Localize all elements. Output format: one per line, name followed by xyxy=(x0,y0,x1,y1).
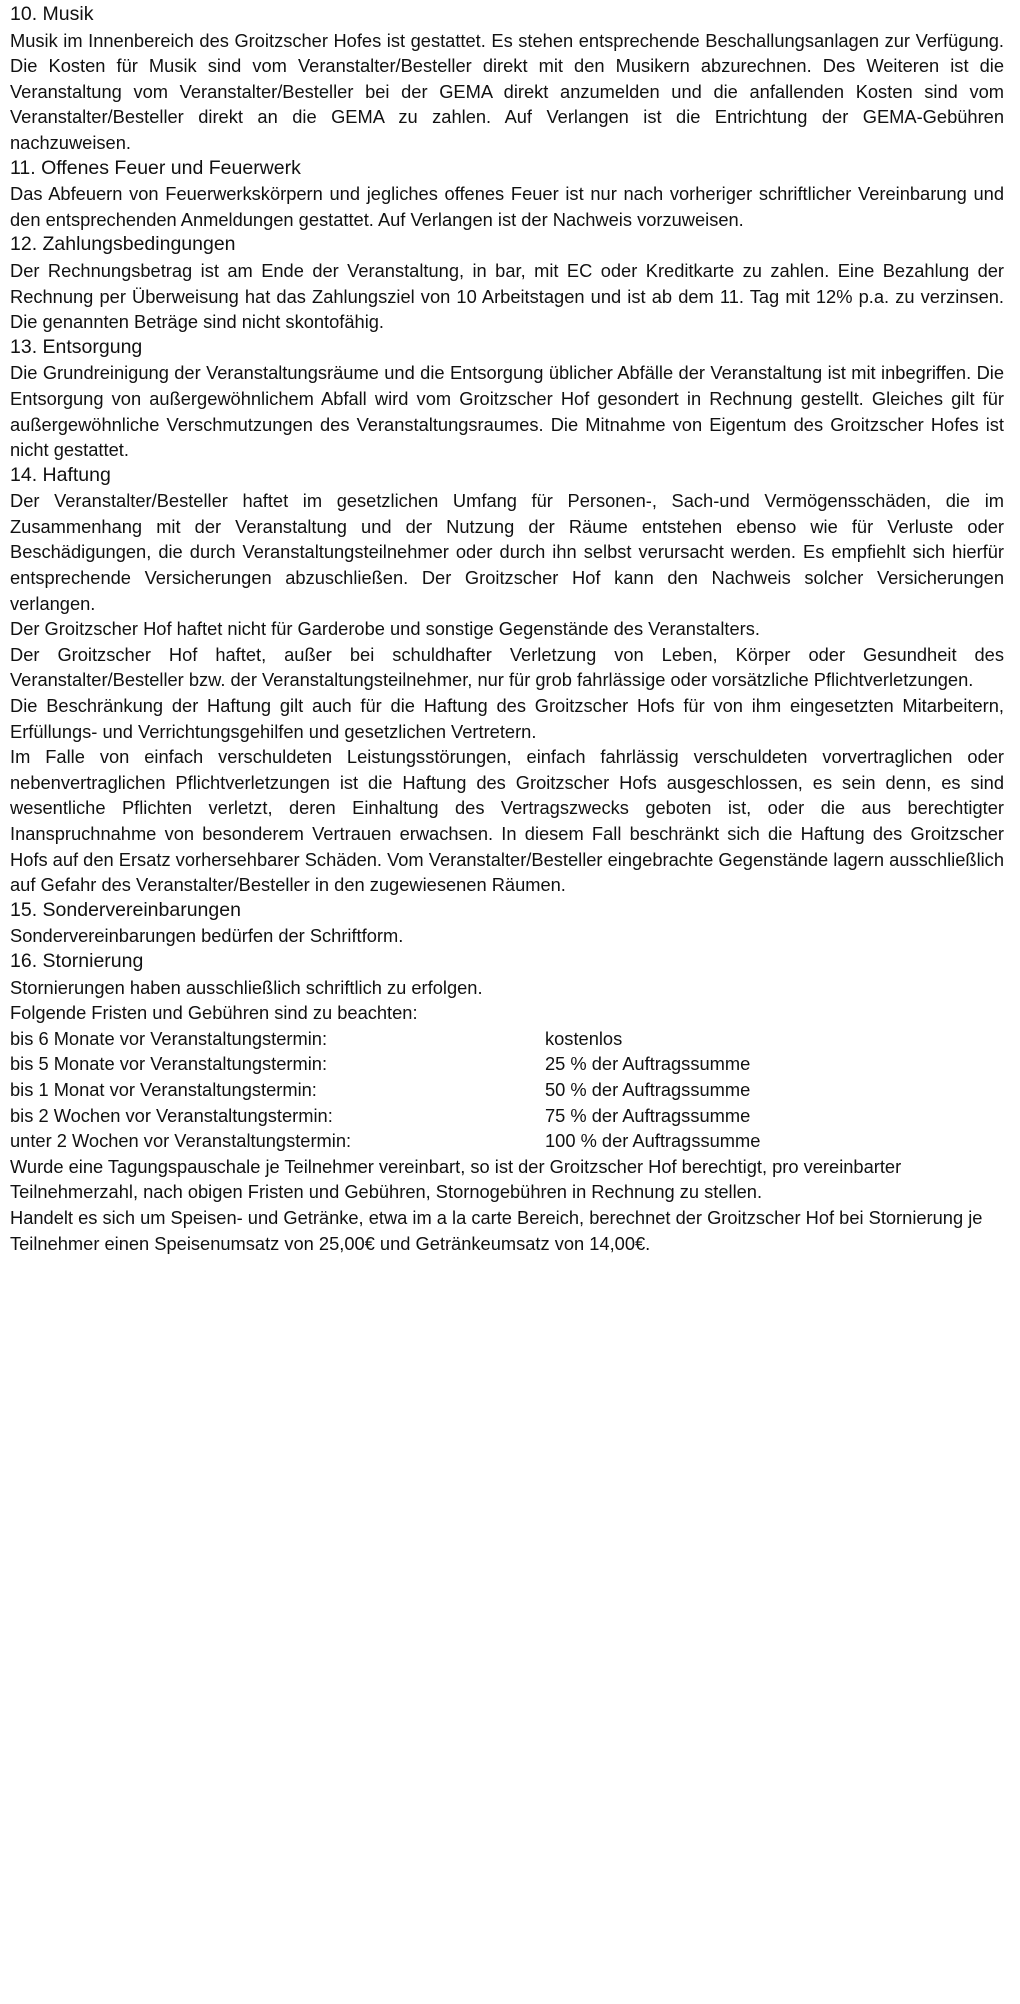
cancellation-fee-table xyxy=(10,1026,1004,1154)
fee-period: unter 2 Wochen vor Veranstaltungstermin: xyxy=(10,1130,352,1152)
fee-row xyxy=(10,1103,1004,1129)
fee-period: bis 2 Wochen vor Veranstaltungstermin: xyxy=(10,1104,333,1126)
fee-amount: 50 % der Auftragssumme xyxy=(545,1078,751,1100)
section-text-zahlung: Der Rechnungsbetrag ist am Ende der Veranstaltung, in bar, mit EC oder Kreditkarte zu zahlen. Eine Bezahlung der Rechnung per Überweisung hat das Zahlungsziel von 10 Arbeitstagen und ist ab dem 11. Tag mit 12% p.a. zu verzinsen. Die genannten Beträge sind nicht skontofähig. xyxy=(10,259,1004,333)
fee-amount: 25 % der Auftragssumme xyxy=(545,1053,751,1075)
section-text-haftung-2: Der Groitzscher Hof haftet nicht für Garderobe und sonstige Gegenstände des Veranstalters. xyxy=(10,618,760,640)
section-text-musik: Musik im Innenbereich des Groitzscher Hofes ist gestattet. Es stehen entsprechende Beschallungsanlagen zur Verfügung. Die Kosten für Musik sind vom Veranstalter/Besteller direkt mit den Musikern abzurechnen. Des Weiteren ist die Veranstaltung vom Veranstalter/Besteller bei der GEMA direkt anzumelden und die anfallenden Kosten sind vom Veranstalter/Besteller direkt an die GEMA zu zahlen. Auf Verlangen ist die Entrichtung der GEMA-Gebühren nachzuweisen. xyxy=(10,29,1004,153)
section-heading-haftung: 14. Haftung xyxy=(10,463,111,486)
section-text-stornierung-3: Wurde eine Tagungspauschale je Teilnehmer vereinbart, so ist der Groitzscher Hof berechtigt, pro vereinbarter Teilnehmerzahl, nach obigen Fristen und Gebühren, Stornogebühren in Rechnung zu stellen. xyxy=(10,1155,902,1203)
section-text-haftung-3: Der Groitzscher Hof haftet, außer bei schuldhafter Verletzung von Leben, Körper oder Gesundheit des Veranstalter/Besteller bzw. der Veranstaltungsteilnehmer, nur für grob fahrlässige oder vorsätzliche Pflichtverletzungen. xyxy=(10,643,1004,691)
section-text-feuer: Das Abfeuern von Feuerwerkskörpern und jegliches offenes Feuer ist nur nach vorheriger schriftlicher Vereinbarung und den entsprechenden Anmeldungen gestattet. Auf Verlangen ist der Nachweis vorzuweisen. xyxy=(10,183,1004,230)
fee-amount: 100 % der Auftragssumme xyxy=(545,1130,761,1152)
section-heading-zahlung: 12. Zahlungsbedingungen xyxy=(10,233,236,256)
section-heading-stornierung: 16. Stornierung xyxy=(10,949,144,972)
fee-period: bis 6 Monate vor Veranstaltungstermin: xyxy=(10,1027,328,1049)
section-heading-entsorgung: 13. Entsorgung xyxy=(10,335,143,358)
fee-amount: 75 % der Auftragssumme xyxy=(545,1104,751,1126)
section-text-haftung-4: Die Beschränkung der Haftung gilt auch für die Haftung des Groitzscher Hofs für von ihm eingesetzten Mitarbeitern, Erfüllungs- und Verrichtungsgehilfen und gesetzlichen Vertretern. xyxy=(10,695,1004,742)
section-text-haftung-1: Der Veranstalter/Besteller haftet im gesetzlichen Umfang für Personen-, Sach-und Vermögensschäden, die im Zusammenhang mit der Veranstaltung und der Nutzung der Räume entstehen ebenso wie für Verluste oder Beschädigungen, die durch Veranstaltungsteilnehmer oder durch ihn selbst verursacht werden. Es empfiehlt sich hierfür entsprechende Versicherungen abzuschließen. Der Groitzscher Hof kann den Nachweis solcher Versicherungen verlangen. xyxy=(10,490,1004,614)
section-text-sondervereinbarungen: Sondervereinbarungen bedürfen der Schriftform. xyxy=(10,925,404,947)
section-heading-sondervereinbarungen: 15. Sondervereinbarungen xyxy=(10,898,241,921)
section-text-entsorgung: Die Grundreinigung der Veranstaltungsräume und die Entsorgung üblicher Abfälle der Veranstaltung ist mit inbegriffen. Die Entsorgung von außergewöhnlichem Abfall wird vom Groitzscher Hof gesondert in Rechnung gestellt. Gleiches gilt für außergewöhnliche Verschmutzungen des Veranstaltungsraumes. Die Mitnahme von Eigentum des Groitzscher Hofes ist nicht gestattet. xyxy=(10,362,1004,461)
section-heading-musik: 10. Musik xyxy=(10,3,94,25)
fee-amount: kostenlos xyxy=(545,1027,623,1049)
fee-row xyxy=(10,1128,1004,1154)
fee-row xyxy=(10,1026,1004,1052)
section-text-stornierung-2: Folgende Fristen und Gebühren sind zu beachten: xyxy=(10,1002,418,1024)
fee-row xyxy=(10,1051,1004,1077)
section-text-stornierung-1: Stornierungen haben ausschließlich schriftlich zu erfolgen. xyxy=(10,976,483,998)
fee-row xyxy=(10,1077,1004,1103)
section-text-stornierung-4: Handelt es sich um Speisen- und Getränke, etwa im a la carte Bereich, berechnet der Groitzscher Hof bei Stornierung je Teilnehmer einen Speisenumsatz von 25,00€ und Getränkeumsatz von 14,00€. xyxy=(10,1206,983,1254)
section-text-haftung-5: Im Falle von einfach verschuldeten Leistungsstörungen, einfach fahrlässig verschuldeten vorvertraglichen oder nebenvertraglichen Pflichtverletzungen ist die Haftung des Groitzscher Hofs ausgeschlossen, es sein denn, es sind wesentliche Pflichten verletzt, deren Einhaltung des Vertragszwecks geboten ist, oder die aus berechtigter Inanspruchnahme von besonderem Vertrauen erwachsen. In diesem Fall beschränkt sich die Haftung des Groitzscher Hofs auf den Ersatz vorhersehbarer Schäden. Vom Veranstalter/Besteller eingebrachte Gegenstände lagern ausschließlich auf Gefahr des Veranstalter/Besteller in den zugewiesenen Räumen. xyxy=(10,746,1004,896)
fee-period: bis 5 Monate vor Veranstaltungstermin: xyxy=(10,1053,328,1075)
section-heading-feuer: 11. Offenes Feuer und Feuerwerk xyxy=(10,156,301,179)
fee-period: bis 1 Monat vor Veranstaltungstermin: xyxy=(10,1078,317,1100)
